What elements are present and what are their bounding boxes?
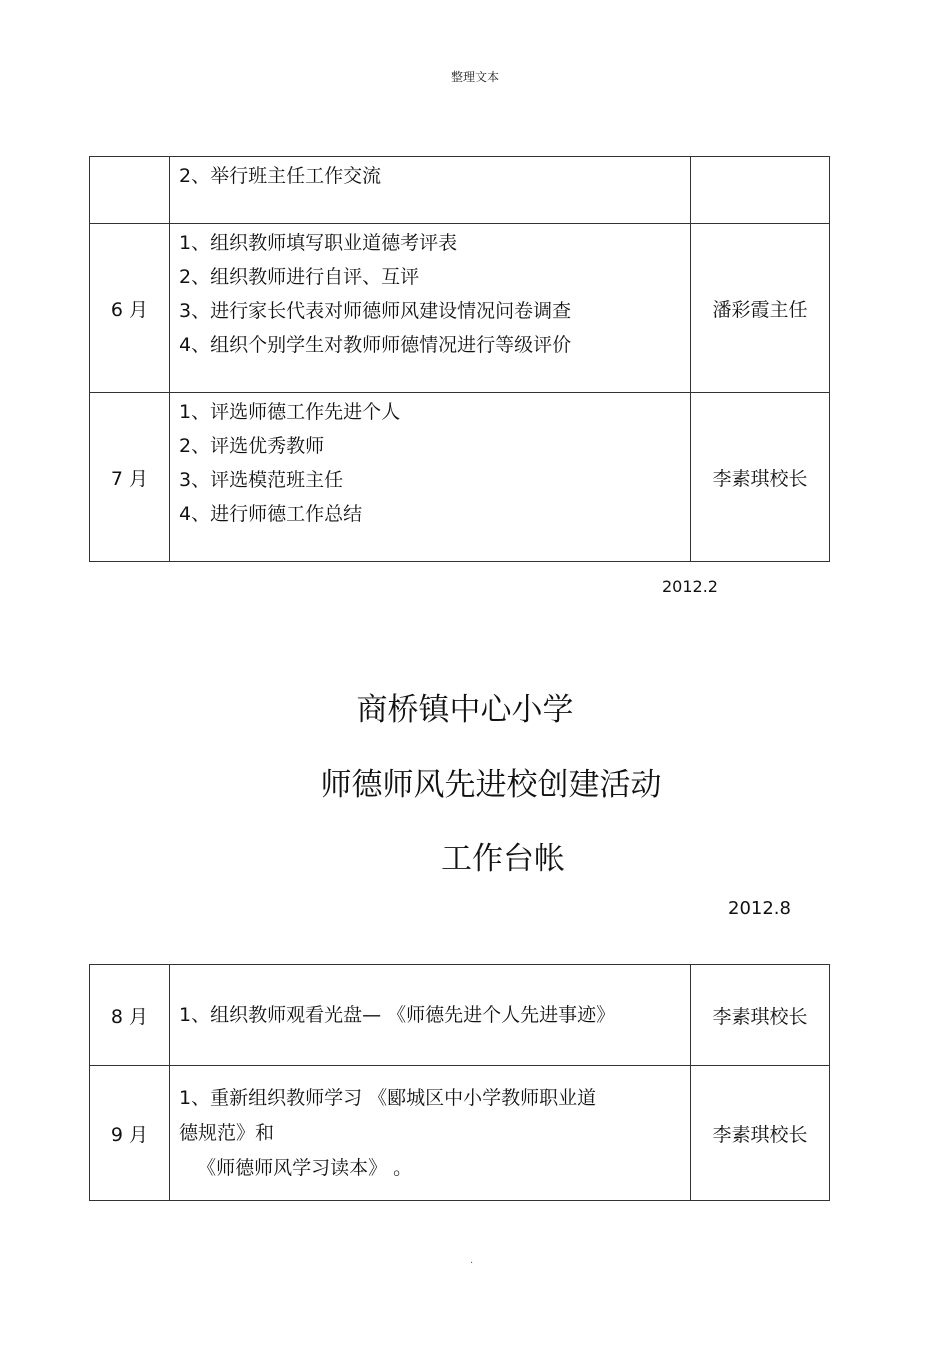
activities-cell xyxy=(170,157,691,224)
page-header: 整理文本 xyxy=(450,70,499,84)
activity-item: 1、组织教师填写职业道德考评表 xyxy=(179,232,458,254)
table-row xyxy=(90,157,830,224)
table-row xyxy=(90,965,830,1066)
month-cell: 9 月 xyxy=(90,1066,170,1201)
document-title-school: 商桥镇中心小学 xyxy=(356,692,574,728)
activity-item: 2、评选优秀教师 xyxy=(179,435,325,457)
activity-table-top xyxy=(89,156,830,562)
person-cell xyxy=(691,157,830,224)
activities-cell xyxy=(170,965,691,1066)
activity-item: 2、举行班主任工作交流 xyxy=(179,165,382,187)
activity-item: 3、评选模范班主任 xyxy=(179,469,344,491)
activities-cell xyxy=(170,1066,691,1201)
month-cell: 6 月 xyxy=(90,224,170,393)
month-cell xyxy=(90,157,170,224)
activity-item: 2、组织教师进行自评、互评 xyxy=(179,266,420,288)
table-row xyxy=(90,224,830,393)
person-cell: 潘彩霞主任 xyxy=(691,224,830,393)
person-cell: 李素琪校长 xyxy=(691,965,830,1066)
person-cell: 李素琪校长 xyxy=(691,1066,830,1201)
activity-item: 4、组织个别学生对教师师德情况进行等级评价 xyxy=(179,334,572,356)
document-title-activity: 师德师风先进校创建活动 xyxy=(320,767,662,803)
month-cell: 8 月 xyxy=(90,965,170,1066)
activity-item: 4、进行师德工作总结 xyxy=(179,503,363,525)
table-row xyxy=(90,393,830,562)
activity-item: 1、组织教师观看光盘— 《师德先进个人先进事迹》 xyxy=(179,1004,616,1026)
activity-item: 德规范》和 xyxy=(179,1121,275,1144)
document-title-ledger: 工作台帐 xyxy=(441,841,565,877)
person-cell: 李素琪校长 xyxy=(691,393,830,562)
activity-table-bottom xyxy=(89,964,830,1201)
page-footer: . xyxy=(470,1255,474,1266)
month-cell: 7 月 xyxy=(90,393,170,562)
activity-item: 《师德师风学习读本》 。 xyxy=(179,1156,413,1179)
activity-item: 3、进行家长代表对师德师风建设情况问卷调查 xyxy=(179,300,572,322)
table-row xyxy=(90,1066,830,1201)
activity-item: 1、重新组织教师学习 《郾城区中小学教师职业道 xyxy=(179,1086,597,1109)
activity-item: 1、评选师德工作先进个人 xyxy=(179,401,401,423)
activities-cell xyxy=(170,393,691,562)
date-label: 2012.8 xyxy=(728,898,791,919)
activities-cell xyxy=(170,224,691,393)
date-label: 2012.2 xyxy=(662,577,718,596)
